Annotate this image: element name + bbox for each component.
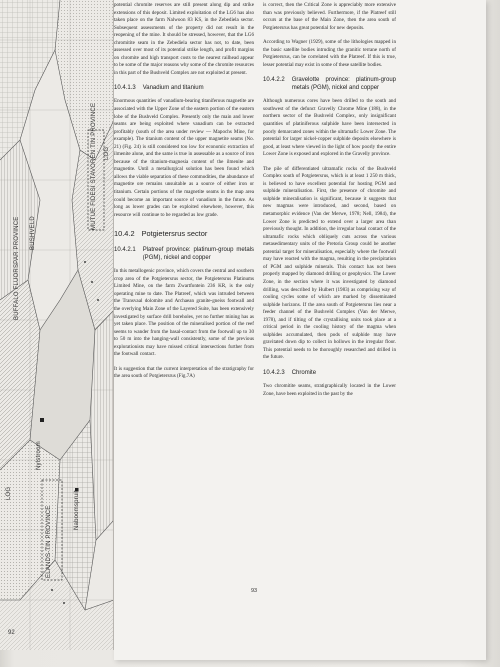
section-number: 10.4.2.1 xyxy=(114,247,136,254)
text-column-left xyxy=(114,2,254,388)
section-number: 10.4.2.3 xyxy=(263,369,285,376)
section-number: 10.4.2.2 xyxy=(263,77,285,84)
right-page-text xyxy=(114,0,486,660)
section-title: Platreef province: platinum-group metals (PGM), nickel and copper xyxy=(142,247,254,262)
section-title: Potgietersrus sector xyxy=(141,229,208,239)
paragraph: Enormous quantities of vanadium-bearing titaniferous magnetite are associated with the Upper Zone of the eastern portion of the eastern lobe of the Bushveld Complex. Presently only the main and lower seams are being exploited where vanadium can be extracted profitably (south of the area under review — Mapochs Mine, for example). The titanium content of the upper magnetite seams (No. 21) (Fig. 24) is still considered too low for economic extraction of ilmenite alone, and the same is true in assessable as a source of iron because of the titanium-magnesia content of the ilmenite and magnetite. Until a metallurgical solution has been found which allows the viable separation of these commodities, the abundance of magnetite ore remains unsuitable as a source of either iron or titanium. Certain portions of the magnetite seams in the map area could become an important source of vanadium in the future. As long as lower grades can be exploited elsewhere, however, this resource will continue to be regarded as low grade. xyxy=(114,98,254,218)
map-label-nylstroom: Nylstroom xyxy=(36,441,42,470)
map-label-naboomspruit: Naboomspruit xyxy=(74,490,80,530)
section-title: Chromite xyxy=(291,369,317,376)
section-number: 10.4.1.3 xyxy=(114,85,136,92)
section-heading xyxy=(263,76,396,92)
paragraph: potential chromite reserves are still present along dip and strike extensions of this deposit. Limited exploitation of the LG6 has also taken place on the farm Nalwoon 83 KS, in the Zebediela sector. Subsequent assessments of the property did not result in the reopening of the mine. It should be stressed, however, that the LG6 chromitite seam in the Zebediela sector has not, to date, been assessed over most of its potential strike length, and profit margins on chromite and high transport costs to the nearest railhead appear to be some of the major reasons why some of the chromite resources in this part of the Bushveld Complex are not exploited at present. xyxy=(114,2,254,76)
paragraph: is correct, then the Critical Zone is appreciably more extensive than was previously believed. Furthermore, if the Platreef still occurs at the base of the Main Zone, then the area south of Potgietersrus has great potential for new deposits. xyxy=(263,2,396,31)
section-number: 10.4.2 xyxy=(114,229,135,239)
left-page-map xyxy=(0,0,114,650)
map-label-bushveld: BUSHVELD xyxy=(30,216,36,250)
section-heading xyxy=(114,229,254,238)
town-marker xyxy=(40,418,44,422)
map-label-log: LOG xyxy=(6,486,12,500)
map-label-buffalo-fluorspar: BUFFALO FLUORSPAR PROVINCE xyxy=(14,216,20,320)
section-title: Gravelotte province: platinum-group metals (PGM), nickel and copper xyxy=(291,77,396,92)
section-title: Vanadium and titanium xyxy=(142,85,204,92)
page-number: 93 xyxy=(251,588,258,594)
subsection-heading xyxy=(114,246,254,262)
map-label-elands-tin: ELANDS-TIN PROVINCE xyxy=(46,505,52,578)
paragraph: Two chromitite seams, stratigraphically located in the Lower Zone, have been exploited in the past by the xyxy=(263,382,396,397)
map-label-mutue-fidesi: MUTUE FIDESI STAVOREN TIN PROVINCE xyxy=(91,102,97,230)
paragraph: It is suggestion that the current interpretation of the stratigraphy for the area south of Potgietersrus (Fig.7A) xyxy=(114,365,254,380)
geological-map xyxy=(0,0,114,650)
text-column-right xyxy=(263,2,396,405)
left-page-number: 92 xyxy=(8,630,15,636)
section-heading xyxy=(114,84,254,92)
section-heading xyxy=(263,369,396,377)
paragraph: In this metallogenic province, which covers the central and southern crop area of the Potgietersrus sector, the Potgietersrus Platinums Limited Mine, on the farm Zwartfontein 236 KR, is the only operating mine to date. The Platreef, which was intruded between the Transvaal dolomite and Archaean granite-gneiss footwall and the overlying Main Zone of the Layered Suite, has been extensively investigated by surface drill boreholes, yet no further mining has as yet taken place. The position of the mineralised portion of the reef seems to wander from the basal-contact from the footwall up to 30 to 50 m into the hanging-wall consistently, some of the previous explorationists may have missed critical intersections further from the footwall contact. xyxy=(114,268,254,358)
paragraph: Although numerous cores have been drilled to the south and southwest of the defunct Gravelly Chrome Mine (188), in the northern sector of the Bushveld Complex, only insignificant quantities of platiniferous sulphide have been intersected in poorly demarcated zones within the ultramafic Lower Zone. The potential for larger nickel-copper sulphide deposits elsewhere is good, at least where viewed in the light of how poorly the entire Lower Zone is exposed and explored in the Gravelly province. xyxy=(263,98,396,158)
map-label-log: LOG xyxy=(104,146,110,160)
paragraph: According to Wagner (1929), some of the lithologies mapped in the basic satellite bodies intruding the granitic terrane north of Potgietersrus, can be correlated with the Platreef. If this is true, lesser potential may exist in some of these satellite bodies. xyxy=(263,39,396,68)
paragraph: The pile of differentiated ultramafic rocks of the Bushveld Complex south of Potgietersrus, which is at least 1 250 m thick, is believed to have excellent potential for hosting PGM and sulphide mineralisation. First, the presence of chromite and sulphide mineralisation is significant, because it suggests that new magmas were introduced, and second, based on metamorphic evidence (Van der Merwe, 1978; Nell, 1984), the Lower Zone is predicted to extend over a larger area than previously thought. In addition, the irregular basal contact of the ultramafic rocks which obliquely cuts across the various metasedimentary units of the Pretoria Group could be another potential target for mineralisation, especially where the footwall may have reacted with the magma, resulting in the precipitation of PGM and sulphide minerals. This contact has not been properly mapped by diamond drilling or geophysics. The Lower Zone, in the section where it was investigated by diamond drilling, was described by Hulbert (1983) as comprising way of cooling cycles some of which are marked by disseminated sulphide horizons. If the area south of Potgietersrus lies near a feeder channel of the Bushveld Complex (Van der Merwe, 1978), and if tilting of the crystallising units took place at a critical period in the cooling history of the magma when sulphides accumulated, then pods of sulphide may have gravitated down dip to collect in hollows in the irregular floor. This potential needs to be thoroughly researched and drilled in the future. xyxy=(263,165,396,361)
